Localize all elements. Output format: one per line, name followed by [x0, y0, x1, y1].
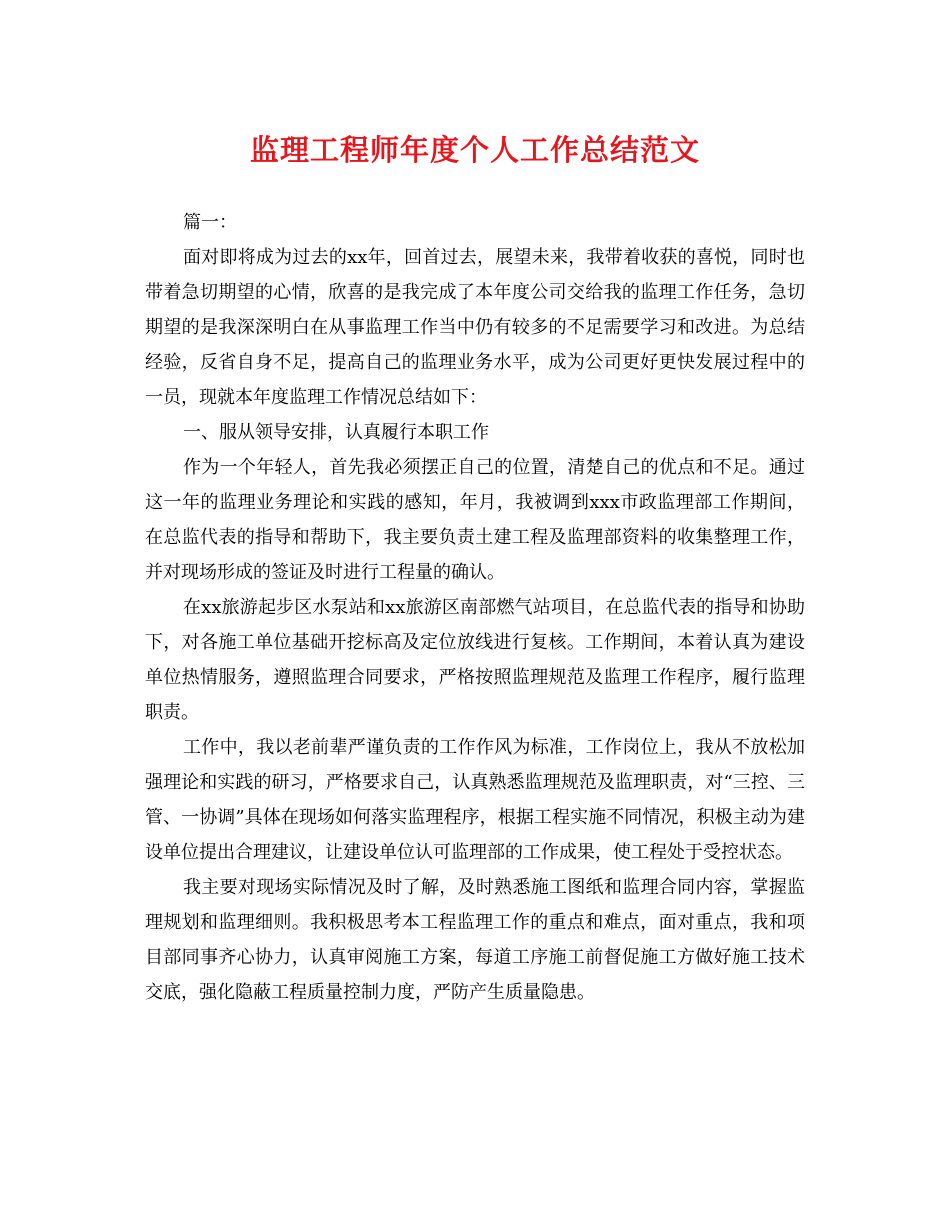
document-title: 监理工程师年度个人工作总结范文	[249, 133, 700, 167]
paragraph-body-4: 我主要对现场实际情况及时了解，及时熟悉施工图纸和监理合同内容，掌握监理规划和监理细则。我积极思考本工程监理工作的重点和难点，面对重点，我和项目部同事齐心协力，认真审阅施工方案，每道工序施工前督促施工方做好施工技术交底，强化隐蔽工程质量控制力度，严防产生质量隐患。	[145, 877, 805, 1003]
paragraph-heading-1: 一、服从领导安排，认真履行本职工作	[183, 422, 489, 443]
paragraph-body-3: 工作中，我以老前辈严谨负责的工作作风为标准，工作岗位上，我从不放松加强理论和实践的研习，严格要求自己，认真熟悉监理规范及监理职责，对“三控、三管、一协调”具体在现场如何落实监理程序，根据工程实施不同情况，积极主动为建设单位提出合理建议，让建设单位认可监理部的工作成果，使工程处于受控状态。	[145, 737, 805, 863]
document-body	[145, 205, 805, 1010]
paragraph-body-1: 作为一个年轻人，首先我必须摆正自己的位置，清楚自己的优点和不足。通过这一年的监理业务理论和实践的感知，年月，我被调到xxx市政监理部工作期间，在总监代表的指导和帮助下，我主要负责土建工程及监理部资料的收集整理工作，并对现场形成的签证及时进行工程量的确认。	[145, 457, 805, 583]
paragraph-intro: 面对即将成为过去的xx年，回首过去，展望未来，我带着收获的喜悦，同时也带着急切期望的心情，欣喜的是我完成了本年度公司交给我的监理工作任务，急切期望的是我深深明白在从事监理工作当中仍有较多的不足需要学习和改进。为总结经验，反省自身不足，提高自己的监理业务水平，成为公司更好更快发展过程中的一员，现就本年度监理工作情况总结如下：	[145, 247, 805, 408]
paragraph-body-2: 在xx旅游起步区水泵站和xx旅游区南部燃气站项目，在总监代表的指导和协助下，对各施工单位基础开挖标高及定位放线进行复核。工作期间，本着认真为建设单位热情服务，遵照监理合同要求，严格按照监理规范及监理工作程序，履行监理职责。	[145, 597, 805, 723]
paragraph-section-label: 篇一：	[183, 212, 237, 233]
